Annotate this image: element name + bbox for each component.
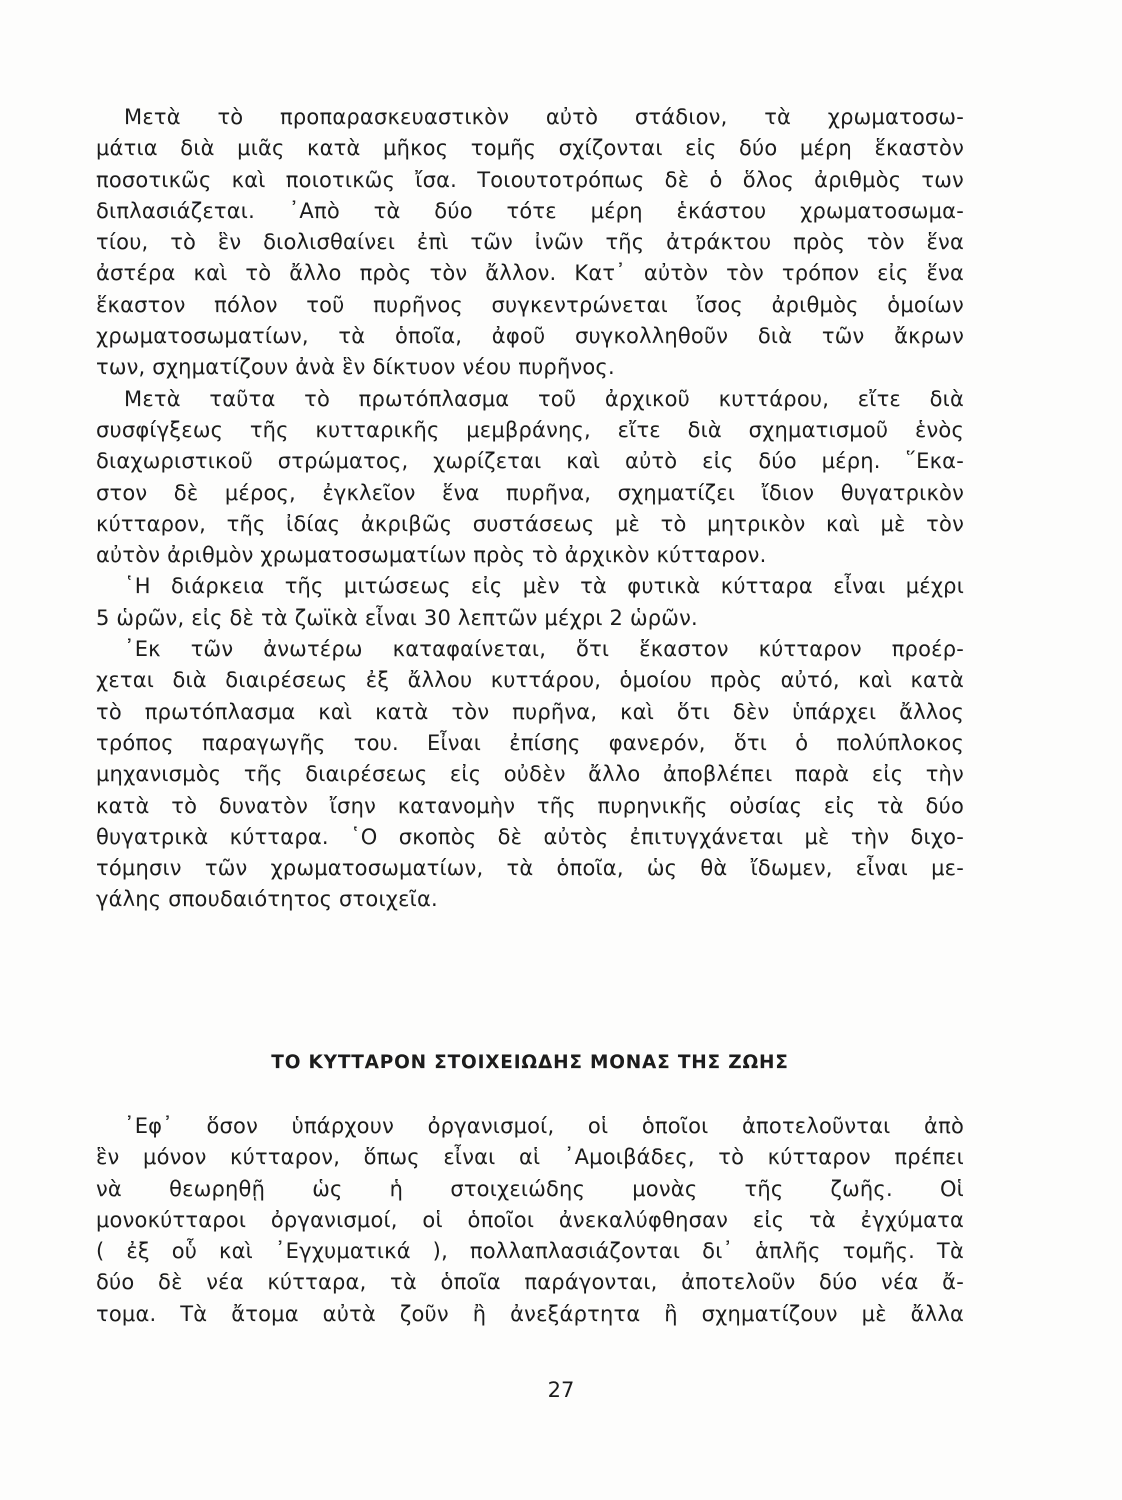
text-line: μονοκύτταροι ὀργανισμοί, οἱ ὁποῖοι ἀνεκαλύφθησαν εἰς τὰ ἐγχύματα [96,1207,964,1232]
text-line: Μετὰ ταῦτα τὸ πρωτόπλασμα τοῦ ἀρχικοῦ κυττάρου, εἴτε διὰ [124,386,964,411]
text-line: χεται διὰ διαιρέσεως ἐξ ἄλλου κυττάρου, ὁμοίου πρὸς αὐτό, καὶ κατὰ [96,668,964,693]
text-line: θυγατρικὰ κύτταρα. ῾Ο σκοπὸς δὲ αὐτὸς ἐπιτυγχάνεται μὲ τὴν διχο- [96,824,964,849]
text-line: στον δὲ μέρος, ἐγκλεῖον ἕνα πυρῆνα, σχηματίζει ἴδιον θυγατρικὸν [96,480,964,505]
text-line: τίου, τὸ ἓν διολισθαίνει ἐπὶ τῶν ἰνῶν τῆς ἀτράκτου πρὸς τὸν ἕνα [96,230,964,255]
page-number: 27 [547,1378,575,1402]
paragraph-cell-unit-of-life [96,1111,964,1330]
text-line: τὸ πρωτόπλασμα καὶ κατὰ τὸν πυρῆνα, καὶ ὅτι δὲν ὑπάρχει ἄλλος [96,699,964,724]
text-line: ᾽Εκ τῶν ἀνωτέρω καταφαίνεται, ὅτι ἕκαστον κύτταρον προέρ- [124,637,964,662]
text-line: συσφίγξεως τῆς κυτταρικῆς μεμβράνης, εἴτε διὰ σχηματισμοῦ ἑνὸς [96,417,964,442]
section-heading: ΤΟ ΚΥΤΤΑΡΟΝ ΣΤΟΙΧΕΙΩΔΗΣ ΜΟΝΑΣ ΤΗΣ ΖΩΗΣ [271,1052,789,1073]
body-text-top [96,102,964,916]
text-line: ῾Η διάρκεια τῆς μιτώσεως εἰς μὲν τὰ φυτικὰ κύτταρα εἶναι μέχρι [124,574,964,599]
text-line: δύο δὲ νέα κύτταρα, τὰ ὁποῖα παράγονται, ἀποτελοῦν δύο νέα ἄ- [96,1270,964,1295]
text-line: διαχωριστικοῦ στρώματος, χωρίζεται καὶ αὐτὸ εἰς δύο μέρη. ῞Εκα- [96,449,964,474]
text-line: αὐτὸν ἀριθμὸν χρωματοσωματίων πρὸς τὸ ἀρχικὸν κύτταρον. [96,543,767,568]
text-line: 5 ὡρῶν, εἰς δὲ τὰ ζωϊκὰ εἶναι 30 λεπτῶν μέχρι 2 ὡρῶν. [96,605,698,630]
text-line: ( ἐξ οὗ καὶ ᾽Εγχυματικά ), πολλαπλασιάζονται δι᾽ ἁπλῆς τομῆς. Τὰ [96,1239,964,1264]
text-line: τόμησιν τῶν χρωματοσωματίων, τὰ ὁποῖα, ὡς θὰ ἴδωμεν, εἶναι με- [96,856,964,881]
text-line: κατὰ τὸ δυνατὸν ἴσην κατανομὴν τῆς πυρηνικῆς οὐσίας εἰς τὰ δύο [96,793,964,818]
text-line: κύτταρον, τῆς ἰδίας ἀκριβῶς συστάσεως μὲ τὸ μητρικὸν καὶ μὲ τὸν [96,511,964,536]
text-line: διπλασιάζεται. ᾽Απὸ τὰ δύο τότε μέρη ἑκάστου χρωματοσωμα- [96,198,964,223]
paragraph-mitosis-chromosomes [96,102,964,384]
text-line: των, σχηματίζουν ἀνὰ ἓν δίκτυον νέου πυρῆνος. [96,355,615,380]
text-line: χρωματοσωματίων, τὰ ὁποῖα, ἀφοῦ συγκολληθοῦν διὰ τῶν ἄκρων [96,324,964,349]
paragraph-conclusion [96,634,964,916]
text-line: ποσοτικῶς καὶ ποιοτικῶς ἴσα. Τοιουτοτρόπως δὲ ὁ ὅλος ἀριθμὸς των [96,167,964,192]
text-line: τρόπος παραγωγῆς του. Εἶναι ἐπίσης φανερόν, ὅτι ὁ πολύπλοκος [96,730,964,755]
text-line: ἀστέρα καὶ τὸ ἄλλο πρὸς τὸν ἄλλον. Κατ᾽ αὐτὸν τὸν τρόπον εἰς ἕνα [96,261,964,286]
text-line: Μετὰ τὸ προπαρασκευαστικὸν αὐτὸ στάδιον, τὰ χρωματοσω- [124,105,964,129]
text-line: νὰ θεωρηθῇ ὡς ἡ στοιχειώδης μονὰς τῆς ζωῆς. Οἱ [96,1176,964,1201]
text-line: τομα. Τὰ ἄτομα αὐτὰ ζοῦν ἢ ἀνεξάρτητα ἢ σχηματίζουν μὲ ἄλλα [96,1301,964,1326]
paragraph-cytoplasm-division [96,384,964,572]
text-line: γάλης σπουδαιότητος στοιχεῖα. [96,887,438,912]
text-line: μάτια διὰ μιᾶς κατὰ μῆκος τομῆς σχίζονται εἰς δύο μέρη ἕκαστὸν [96,136,964,161]
text-line: ἕκαστον πόλον τοῦ πυρῆνος συγκεντρώνεται ἴσος ἀριθμὸς ὁμοίων [96,292,964,317]
paragraph-mitosis-duration [96,571,964,634]
text-line: ἓν μόνον κύτταρον, ὅπως εἶναι αἱ ᾽Αμοιβάδες, τὸ κύτταρον πρέπει [96,1145,964,1170]
text-line: ᾽Εφ᾽ ὅσον ὑπάρχουν ὀργανισμοί, οἱ ὁποῖοι ἀποτελοῦνται ἀπὸ [124,1114,964,1138]
body-text-bottom [96,1111,964,1330]
text-line: μηχανισμὸς τῆς διαιρέσεως εἰς οὐδὲν ἄλλο ἀποβλέπει παρὰ εἰς τὴν [96,762,964,787]
